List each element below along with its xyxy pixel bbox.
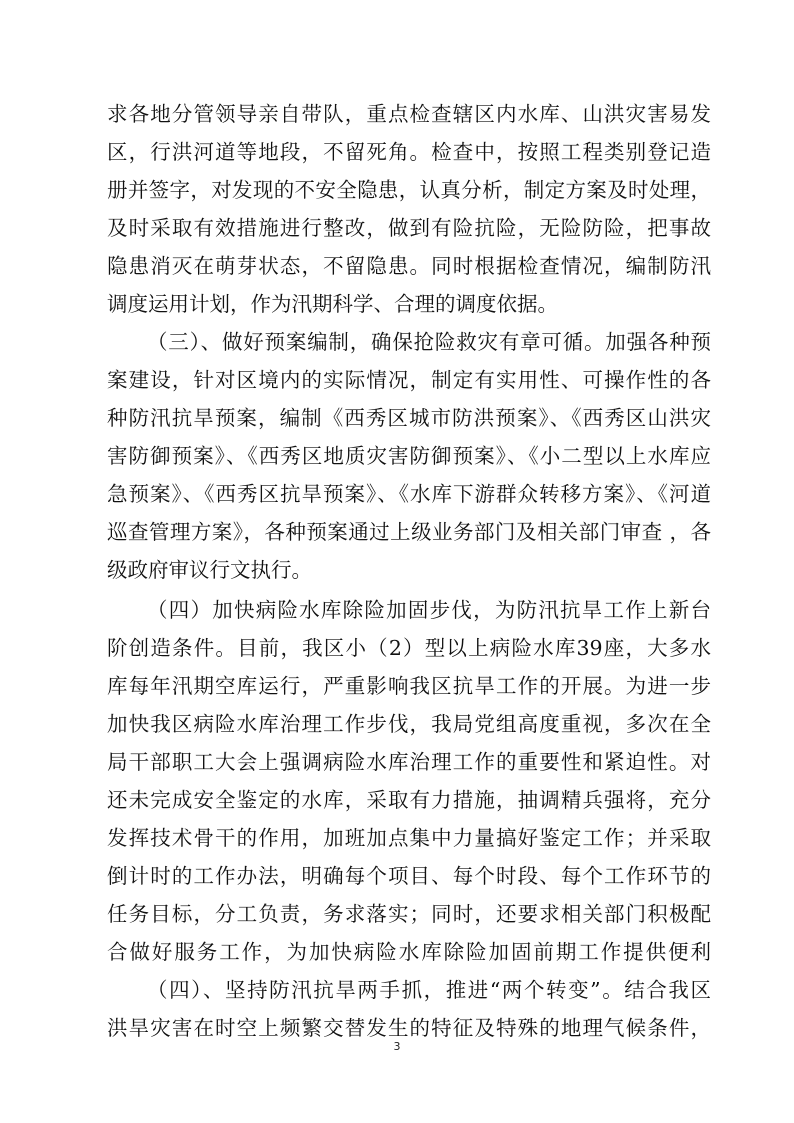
text-line: 急预案》、《西秀区抗旱预案》、《水库下游群众转移方案》、《河道 (107, 482, 711, 506)
text-line: 发挥技术骨干的作用，加班加点集中力量搞好鉴定工作；并采取 (107, 826, 711, 850)
text-line: 求各地分管领导亲自带队，重点检查辖区内水库、山洪灾害易发 (107, 102, 711, 126)
text-line: 洪旱灾害在时空上频繁交替发生的特征及特殊的地理气候条件， (107, 1016, 711, 1040)
text-line: 巡查管理方案》，各种预案通过上级业务部门及相关部门审查 ，各 (107, 520, 711, 544)
text-line: 任务目标，分工负责，务求落实；同时，还要求相关部门积极配 (107, 902, 711, 926)
text-line: 级政府审议行文执行。 (107, 558, 312, 582)
text-line: 案建设，针对区境内的实际情况，制定有实用性、可操作性的各 (107, 368, 711, 392)
text-line: 隐患消灭在萌芽状态，不留隐患。同时根据检查情况，编制防汛 (107, 254, 711, 278)
text-line: 害防御预案》、《西秀区地质灾害防御预案》、《小二型以上水库应 (107, 444, 711, 468)
text-line: 及时采取有效措施进行整改，做到有险抗险，无险防险，把事故 (107, 216, 711, 240)
text-line: 合做好服务工作，为加快病险水库除险加固前期工作提供便利 (107, 940, 711, 964)
text-line: 种防汛抗旱预案，编制《西秀区城市防洪预案》、《西秀区山洪灾 (107, 406, 711, 430)
text-line: （四）、坚持防汛抗旱两手抓，推进“两个转变”。结合我区 (147, 978, 711, 1002)
text-line: （四）加快病险水库除险加固步伐，为防汛抗旱工作上新台 (147, 598, 711, 622)
text-line: 调度运用计划，作为汛期科学、合理的调度依据。 (107, 292, 558, 316)
text-line: 加快我区病险水库治理工作步伐，我局党组高度重视，多次在全 (107, 712, 711, 736)
text-line: 倒计时的工作办法，明确每个项目、每个时段、每个工作环节的 (107, 864, 711, 888)
text-line: 还未完成安全鉴定的水库，采取有力措施，抽调精兵强将，充分 (107, 788, 711, 812)
text-line: 库每年汛期空库运行，严重影响我区抗旱工作的开展。为进一步 (107, 674, 711, 698)
text-line: 阶创造条件。目前，我区小（2）型以上病险水库39座，大多水 (107, 636, 711, 660)
text-line: 局干部职工大会上强调病险水库治理工作的重要性和紧迫性。对 (107, 750, 711, 774)
page-number: 3 (393, 1040, 401, 1053)
text-line: 册并签字，对发现的不安全隐患，认真分析，制定方案及时处理， (107, 178, 711, 202)
text-line: 区，行洪河道等地段，不留死角。检查中，按照工程类别登记造 (107, 140, 711, 164)
text-line: （三）、做好预案编制，确保抢险救灾有章可循。加强各种预 (147, 330, 711, 354)
